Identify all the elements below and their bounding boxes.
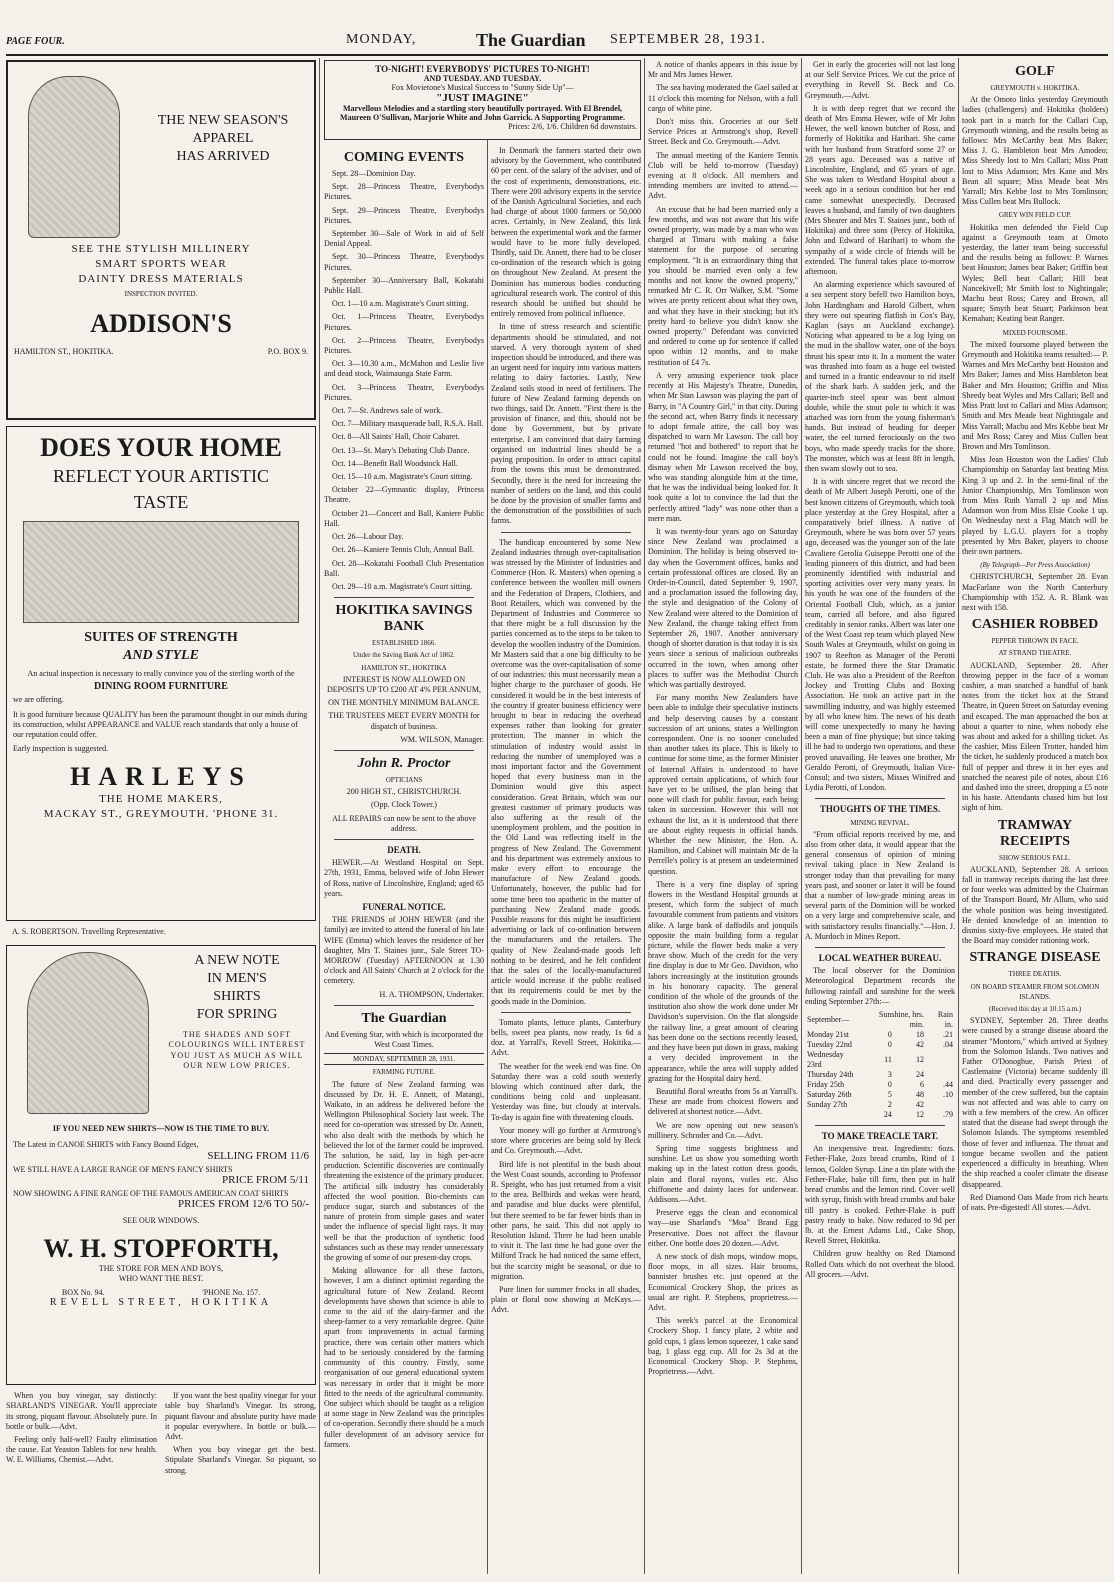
sea-serpent-article: An alarming experience which savoured of a sea serpent story befell two Hamilton boys, John Hardingham and Harold Gilbert, when they were out spearing flatfish in Cox's Bay, Kaglan (says an Auckland exchange). Noticing what appeared to be a log lying on the mud in the shallow water, one of the boys thrust his spear into it. In a moment the water was thrashed into foam as a huge eel twisted and turned in a frantic endeavour to rid itself of the shark barb. A sudden jerk, and the quarter-inch steel spear was bent almost double, while the stout pole to which it was attached was torn from the young fisherman's hands. But instead of heading for deeper water, the eel turned ferociously on the two boys, who made speedy tracks for the shore. The monster, which was at least 8ft in length, then swam slowly out to sea. (805, 280, 955, 473)
addisons-address: HAMILTON ST., HOKITIKA. (14, 347, 114, 357)
farming-p4: In time of stress research and scientific departments should be stimulated, and not starved. A very thorough system of shed inspection should be introduced, and there was an urgent need for inquiry into various matters relating to dairy factories. Lastly, New Zealand soils stood in need of fertilisers. The future of New Zealand farming depends on two things, said Dr. Annett. "First there is the provision of finance, and this, should not be done by Government, but by private enterprise. I am convinced that dairy farming organised on industrial lines should be a paying proposition. In order to attract capital from the towns this must be demonstrated. Secondly, there is the need for increasing the number of settlers on the land, and this could be done by the provision of smaller farms and the demonstration of the possibilities of such farms. (491, 322, 641, 526)
mops-ad: A new stock of dish mops, window mops, floor mops, in all sizes. Hair brooms, bannister brushes etc. just opened at the Economical Crockery Shop, the prices as usual are right. P. Stephens, proprietress.—Advt. (648, 1251, 798, 1312)
weather-cell: .04 (943, 1040, 953, 1050)
addisons-advertisement (6, 60, 316, 420)
weather-note: The weather for the week end was fine. On Saturday there was a cold south westerly blowing which continued after dark, the conditions being cold and unpleasant. Yesterday was fine, but cloudy at intervals. To-day is again fine with threatening clouds. (491, 1061, 641, 1122)
strand-heading: AT STRAND THEATRE. (998, 649, 1072, 658)
vinegar-ad-1: When you buy vinegar, say distinctly: SHARLAND'S VINEGAR. You'll appreciate its strong, piquant flavour. Absolutely pure. In bottle or bulk.—Advt. (6, 1391, 157, 1431)
guardian-date: MONDAY, SEPTEMBER 28, 1931. (324, 1053, 484, 1065)
funeral-undertaker: H. A. THOMPSON, Undertaker. (379, 989, 484, 999)
weather-cell: 11 (884, 1055, 892, 1065)
proctor-sub: OPTICIANS (385, 775, 423, 784)
inspection-line: INSPECTION INVITED. (124, 290, 198, 298)
weather-cell: .21 (943, 1030, 953, 1040)
pictures-title: "JUST IMAGINE" (436, 92, 529, 104)
weather-cell: .44 (943, 1080, 953, 1090)
pictures-sub: AND TUESDAY. AND TUESDAY. (423, 74, 542, 83)
weather-total-hours: 24 (883, 1110, 892, 1120)
event-item: Oct. 29—10 a.m. Magistrate's Court sitting. (332, 581, 473, 591)
excuse-article: An excuse that he had been married only a few months, and was not aware that his wife owned property, was made by a man who was charged at Timaru with making a false statement for the purpose of securing employment. "It is an extraordinary thing that you should be married even only a few months and not know the owned property," remarked Mr C. R. Orr Walker, S.M. "Some wives are pretty reticent about what they own, and what they have in their stocking; but it's pretty hard to believe you didn't know she owned property." Defendant was convicted and ordered to come up for sentence if called upon within 12 months, and to make restitution of £4 7s. (648, 204, 798, 367)
weather-bureau-text: The local observer for the Dominion Meteorological Department records the following rainfall and sunshine for the week ending September 27th:— (805, 966, 955, 1006)
shirts-need: IF YOU NEED NEW SHIRTS—NOW IS THE TIME TO BUY. (52, 1124, 270, 1134)
addisons-box: P.O. BOX 9. (267, 347, 308, 357)
event-item: Oct. 3—10.30 a.m., McMahon and Leslie live and dead stock, Waimaunga State Farm. (324, 359, 484, 379)
store-line2: WHO WANT THE BEST. (118, 1274, 204, 1284)
groceries-ad: Don't miss this. Groceries at our Self Service Prices at Armstrong's shop, Revell Street. Beck and Co. Greymouth.—Advt. (648, 117, 798, 147)
sports-line: SMART SPORTS WEAR (95, 258, 227, 270)
thoughts-title: THOUGHTS OF THE TIMES. (819, 804, 941, 815)
bank-manager: WM. WILSON, Manager. (400, 734, 484, 744)
weather-col-rain: Rain in. (937, 1010, 953, 1030)
woman-illustration (28, 76, 120, 238)
newspaper-title: The Guardian (476, 30, 586, 50)
harleys-advertisement (6, 426, 316, 921)
weather-table (805, 1010, 955, 1120)
column-rule (487, 140, 488, 1574)
cashier-text: AUCKLAND, September 28. After throwing pepper in the face of a woman cashier, a man snatched a handful of bank notes from the ticket box at the Strand Theatre, in Queen Street on Saturday evening and escaped. The man approached the box at about a quarter to nine, when nobody else was about and asked for a shilling ticket. As the cashier, Miss Eileen Trotter, handed him the ticket, he suddenly produced a match box full of pepper and threw it in her eyes and snatched the nearest pile of notes, about £16 and dashed into the street, dropping a £5 note in his haste. Attendants chased him but lost sight of him. (962, 660, 1108, 813)
millinery-ad: We are now opening out new season's millinery. Schroder and Co.—Advt. (648, 1120, 798, 1140)
farming-heading: FARMING FUTURE. (372, 1068, 436, 1077)
stopforth-advertisement (6, 945, 316, 1385)
coming-events-list (324, 169, 484, 592)
dress-line: DAINTY DRESS MATERIALS (78, 273, 244, 285)
canoe-line: The Latest in CANOE SHIRTS with Fancy Bound Edges, (13, 1140, 199, 1150)
amusing-article: A very amusing experience took place recently at His Majesty's Theatre, Dunedin, when Mr Stan Lawson was playing the part of Barry, in "A Country Girl," in that city. During the second act, when Barry finds it necessary to adopt female attire, the call boy was dispatched to warn Mr Lawson. The call boy returned "hot and bothered" to report that he could not be found. Imagine the call boy's dismay when Mr Lawson received the boy, who was standing alongside him at the time, that he was the individual being looked for. It took quite a lot to convince the lad that the perfectly attired "lady" was none other than a mere man. (648, 370, 798, 523)
weather-cell: Saturday 26th (807, 1090, 852, 1100)
weather-cell (926, 1100, 955, 1110)
dominion-article: It was twenty-four years ago on Saturday since New Zealand was proclaimed a Dominion. The holiday is being observed to-day when the Government offices, banks and certain professional offices are closed. By an Order-in-Council, dated September 9, 1907, and a proclamation issued the following day, the style and designation of the Colony of New Zealand were altered to the Dominion of New Zealand, the change taking effect from September 26, 1907. Another anniversary though of shorter duration is that today it is six years since a serious of malicious outbreaks occurred in the town, when among other places to suffer was the Methodist Church which was partially destroyed. (648, 526, 798, 689)
style-line: AND STYLE (123, 648, 199, 663)
harleys-headline1: DOES YOUR HOME (40, 433, 282, 462)
crockery-parcel-ad: This week's parcel at the Economical Crockery Shop. 1 fancy plate, 2 white and gold cups, 1 glass lemon squeezer, 1 cake sand bag, 1 glass egg cup. All for 2s 3d at the Economical Crockery Shop. P. Stephens, Proprietress.—Advt. (648, 1316, 798, 1377)
received-line: (Received this day at 10.15 a.m.) (988, 1005, 1082, 1014)
weather-cell: Monday 21st (807, 1030, 849, 1040)
thanks-notice: A notice of thanks appears in this issue by Mr and Mrs James Hewer. (648, 60, 798, 80)
masthead-day: MONDAY, (346, 32, 417, 47)
mining-heading: MINING REVIVAL. (850, 818, 910, 827)
weather-cell: 5 (887, 1090, 892, 1100)
vinegar-ad-3: When you buy vinegar get the best. Stipulate Sharland's Vinegar. So piquant, so strong. (165, 1445, 316, 1475)
golf-results: At the Omoto links yesterday Greymouth ladies (challengers) and Hokitika (holders) took part in a match for the Callari Cup, Greymouth winning, and the results being as follows: Mrs McCarthy beat Mrs Baker; Miss J. G. Hambleton beat Mrs Amodeo; Miss Sheedy lost to Mrs Callari; Miss Pratt lost to Miss Adamson; Mrs Kane and Mrs Bean all square; Miss Meade beat Mrs Yarrall; Mrs Kebbe lost to Mrs Tomlinson; Miss Cullen beat Mrs Bullock. (962, 95, 1108, 207)
bank-established: ESTABLISHED 1866. (372, 639, 436, 648)
tennis-notice: The annual meeting of the Kaniere Tennis Club will be held to-morrow (Tuesday) evening at 8 o'clock. All members and intending members are invited to attend.—Advt. (648, 150, 798, 201)
fancy-line: WE STILL HAVE A LARGE RANGE OF MEN'S FANCY SHIRTS (13, 1164, 233, 1174)
furniture-illustration (23, 521, 299, 623)
tomato-ad: Tomato plants, lettuce plants, Canterbury bells, sweet pea plants, now ready, 1s 6d a doz. at Yarrall's, Revell Street, Hokitika.—Advt. (491, 1017, 641, 1058)
shirts-line2: IN MEN'S (207, 971, 267, 987)
weather-cell: 3 (887, 1070, 892, 1080)
funeral-notice: THE FRIENDS of JOHN HEWER (and the family) are invited to attend the funeral of his late WIFE (Emma) which leaves the residence of her daughter, Mrs T. Staines junr., Sale Street TO-MORROW (Tuesday) AFTERNOON at 1.30 o'clock and All Saints' Church at 2 o'clock for the cemetery. (324, 915, 484, 986)
weather-cell: .10 (943, 1090, 953, 1100)
weather-total-minutes: 12 (916, 1110, 925, 1120)
handicap-article: The handicap encountered by some New Zealand industries through over-capitalisation was stressed by the Minister of Industries and Commerce (Hon. R. Masters) when opening a conference between the woollen mill owners and the Federation of Drapers, Clothiers, and Boot Retailers, which was convened by the Department of Industries and Commerce so that there might be a full discussion by the parties concerned as to the steps to be taken to develop the woollen industry of the Dominion. Mr Masters said that a one big difficulty to be overcome was the over-capitalisation of some of our industries: this must necessarily mean a higher charge to the purchaser of goods. He considered it would be in the best interests of the country if greater business efficiency were brought to bear in reducing the overhead expenses rather than looking for greater protection. The manner in which the stimulation of industry would assist in reducing the number of unemployed was a most important factor and the Government hoped that every business man in the Dominion would give this aspect consideration. Great Britain, which was our greatest customer of primary products was also suffering as the result of the unemployment problem, and the position in the Old Land was reflecting itself in the progress of New Zealand. The Government and his department was extremely anxious to make every effort to encourage the manufacture of New Zealand goods. Unfortunately, however, the public had for some time been too apathetic in the matter of purchasing New Zealand made goods. Possible reasons for this might be insufficient advertising or lack of co-ordination between the manufacturers and the retailers. The quality of New Zealand-made goods left nothing to be desired, and he felt confident that the sales of the locally-manufactured article would increase if the public realised that its requirements could be met by the goods made in the Dominion. (491, 537, 641, 1006)
shirts-line3: SHIRTS (213, 989, 261, 1005)
bank-interest: INTEREST IS NOW ALLOWED ON DEPOSITS UP TO £200 AT 4% PER ANNUM, (327, 674, 481, 694)
news-column-3 (491, 146, 641, 1574)
event-item: Sept. 29—Princess Theatre, Everybodys Pictures. (324, 205, 484, 225)
perotti-obituary: It is with sincere regret that we record the death of Mr Albert Joseph Perotti, one of the best known citizens of Greymouth, which took place yesterday at the Grey Hospital, after a comparatively brief illness. A native of Greymouth, where he was born over 57 years ago, deceased was the younger son of the late Cavaliere Gerolia Guiseppe Perotti one of the leading pioneers of this district, and had been prominently identified with industrial and sporting activities over very many years. In his youth he was one of the founders of the Oriental Football Club, which, as a junior team, carried all before, and also figured creditably in senior ranks. Albert was later one of the West Coast rep team which played New South Wales at Greymouth, whilst on going in 1907 to Reefton as Manager of the Perotti estate, he formed there the Star Dramatic Club. He was also a President of the Reefton Jockey and Trotting Clubs and Boxing Association. He took an active part in the sawmilling industry, and was highly esteemed by all who knew him. The news of his death will come unexpectedly to many he having been a man of fine physique; but since taking ill he had to undergo two operations, and these proved unavailing. He leaves one brother, Mr Geraldo Perotti, of Greymouth, Italian Vice-Consul; and two sisters, Misses Winifred and Lydia Perotti, of London. (805, 477, 955, 793)
fancy-price: PRICE FROM 5/11 (221, 1174, 309, 1187)
weather-bureau-title: LOCAL WEATHER BUREAU. (818, 953, 942, 964)
weather-row (805, 1050, 955, 1070)
weather-cell: 18 (916, 1030, 925, 1040)
field-cup-heading: GREY WIN FIELD CUP. (998, 211, 1072, 220)
weather-cell: Sunday 27th (807, 1100, 848, 1110)
stopforth-street: REVELL STREET, HOKITIKA (49, 1297, 273, 1309)
three-deaths-heading: THREE DEATHS. (1008, 970, 1062, 979)
weather-cell: 42 (916, 1100, 925, 1110)
weather-cell (926, 1050, 955, 1070)
proctor-logo: John R. Proctor (357, 755, 451, 771)
event-item: Sept. 28—Princess Theatre, Everybodys Pictures. (324, 182, 484, 202)
page-number: PAGE FOUR. (6, 36, 65, 47)
guardian-subtitle: And Evening Star, with which is incorporated the West Coast Times. (324, 1029, 484, 1049)
weather-cell: Tuesday 22nd (807, 1040, 852, 1050)
treacle-text: An inexpensive treat. Ingredients: 6ozs. Fether-Flake, 2ozs bread crumbs, Rind of 1 lemon, Golden Syrup. Line a tin plate with the Fether-Flake, bake till firm, then put in half bread crumbs and the lemon rind. Cover well with syrup, finish with bread crumbs and bake till pastry is cooked. Fether-Flake is puff pastry ready to bake. Now reduced to 9d per lb. at the Ernest Adams Ltd., Cake Shop, Revell Street, Hokitika. (805, 1144, 955, 1246)
early-groceries-ad: Get in early the groceries will not last long at our Self Service Prices. We cut the price of everything in Revell St. Beck and Co. Greymouth.—Advt. (805, 60, 955, 100)
art-unions-article: For many months New Zealanders have been able to indulge their speculative instincts and help deserving causes by a constant succession of art unions, states a Wellington correspondent. One is no sooner concluded than another takes its place. This is likely to continue for some time, as the former Minister of Internal Affairs is understood to have approved certain applications, of which four have yet to be utilised, the plan being that none will clash for public favour, each being taken in succession. However this will not exhaust the list, as it is understood that there are about eighty requests in official hands. Whether the new Minister, the Hon. A. Hamilton, and Cabinet will maintain Mr de la Perrelle's policy is at present an undetermined question. (648, 693, 798, 876)
dining-line: DINING ROOM FURNITURE (94, 681, 228, 693)
harleys-text3: we are offering. (13, 695, 64, 705)
tramway-heading: SHOW SERIOUS FALL. (999, 853, 1071, 862)
pictures-desc: Marvellous Melodies and a startling story beautifully portrayed. With El Brendel, Maureen O'Sullivan, Marjorie White and John Garrick. A Supporting Programme. (340, 104, 625, 122)
harleys-headline2: REFLECT YOUR ARTISTIC (53, 466, 269, 486)
shirt-illustration (27, 952, 149, 1114)
event-item: Oct. 14—Benefit Ball Woodstock Hall. (332, 458, 458, 468)
weather-row (805, 1090, 955, 1100)
egg-preservative-ad: Preserve eggs the clean and economical way—use Sharland's "Moa" Brand Egg Preservative. Does not affect the flavour either. One bottle does 20 dozen.—Advt. (648, 1208, 798, 1248)
event-item: Oct. 26—Labour Day. (332, 532, 404, 542)
weather-row (805, 1070, 955, 1080)
harleys-address: MACKAY ST., GREYMOUTH. 'PHONE 31. (43, 808, 279, 821)
pictures-fox: Fox Movietone's Musical Success to "Sunny Side Up"— (391, 83, 574, 92)
vinegar-ad-2: If you want the best quality vinegar for your table buy Sharland's Vinegar. Its strong, piquant flavour and absolute purity have made it popular everywhere. In bottle or bulk.—Advt. (165, 1391, 316, 1442)
savings-bank-title: HOKITIKA SAVINGS BANK (335, 603, 473, 635)
field-cup-results: Hokitika men defended the Field Cup against a Greymouth team at Omoto yesterday, the latter team being successful and the results being as follows: P. Warnes beat Houston; James beat Baker; Griffin beat Wyles; Bell beat Callari; Hill beat Nancekivell; Mr Smith lost to Nightingale; Machu beat Ross; Carey and Brown, all square; Smyth beat Stuart; Parkinson beat Kemahan; Keating beat Ranger. (962, 222, 1108, 324)
telegraph-credit: (By Telegraph—Per Press Association) (980, 561, 1090, 570)
weather-cell: 24 (916, 1070, 925, 1080)
christchurch-golf: CHRISTCHURCH, September 28. Evan MacFarlane won the North Canterbury Championship with 152. A. R. Blank was next with 158. (962, 572, 1108, 612)
event-item: Oct. 2—Princess Theatre, Everybodys Pictures. (324, 335, 484, 356)
weather-cell: 12 (916, 1055, 925, 1065)
yeaston-ad: Feeling only half-well? Faulty elimination the cause. Eat Yeaston Tablets for new health. W. E. Williams, Chemist.—Advt. (6, 1435, 157, 1465)
event-item: Oct. 28—Kokatahi Football Club Presentation Ball. (324, 558, 484, 578)
pepper-heading: PEPPER THROWN IN FACE. (991, 637, 1079, 646)
strange-disease-title: STRANGE DISEASE (969, 950, 1101, 966)
weather-cell: 0 (887, 1080, 892, 1090)
pictures-advertisement (324, 60, 641, 140)
stopforth-phone: 'PHONE No. 157. (202, 1288, 261, 1298)
weather-cell: 0 (887, 1030, 892, 1040)
farming-p3: In Denmark the farmers started their own advisory by the Government, who contributed 60 per cent. of the salary of the adviser, and of the cost of experiments, demonstrations, etc. There were 200 advisory experts in the service of the Danish Agricultural Societies, and each had charge of about 1000 farmers or 50,000 acres. Certainly, in New Zealand, this link between the experimental work and the farmer would have to be more fully developed. Thirdly, said Dr. Annett, there had to be closer co-ordination of the research which is going on throughout New Zealand. At present the Dominion has numerous bodies conducting agricultural research work. The control of this research should be unified but should be entirely removed from political influence. (491, 146, 641, 319)
weather-row (805, 1080, 955, 1090)
proctor-opp: (Opp. Clock Tower.) (371, 800, 437, 810)
weather-cell: 6 (920, 1080, 925, 1090)
spring-ad: Spring time suggests brightness and sunshine. Let us show you something worth making up in the latest cotton dress goods, plain and floral rayons, voiles etc. Also chiffonette and dainty laces for underwear. Addisons.—Advt. (648, 1143, 798, 1204)
harleys-text1: An actual inspection is necessary to really convince you of the sterling worth of the (27, 669, 295, 678)
event-item: Oct. 7—St. Andrews sale of work. (332, 406, 443, 416)
weather-cell: 2 (887, 1100, 892, 1110)
event-item: Sept. 30—Princess Theatre, Everybodys Pictures. (324, 252, 484, 272)
sports-column (962, 60, 1108, 1574)
news-column-4 (648, 60, 798, 1574)
golf-title: GOLF (1015, 64, 1055, 79)
event-item: September 30—Anniversary Ball, Kokatahi Public Hall. (324, 275, 484, 296)
red-diamond-ad: Children grow healthy on Red Diamond Rolled Oats which do not overheat the blood. All grocers.—Advt. (805, 1249, 955, 1279)
events-column (324, 146, 484, 1574)
weather-col-sunshine: Sunshine, hrs. min. (878, 1010, 925, 1030)
event-item: Oct. 1—10 a.m. Magistrate's Court sitting. (332, 299, 469, 309)
weather-row (805, 1040, 955, 1050)
canoe-price: SELLING FROM 11/6 (207, 1149, 309, 1162)
harleys-text5: Early inspection is suggested. (13, 744, 109, 754)
stopforth-box: BOX No. 94. (61, 1288, 105, 1298)
weather-cell: Thursday 24th (807, 1070, 854, 1080)
weather-total-rain: .79 (943, 1110, 953, 1120)
money-ad: Your money will go further at Armstrong's store where groceries are being sold by Beck and Co. Greymouth.—Advt. (491, 1125, 641, 1156)
funeral-title: FUNERAL NOTICE. (362, 901, 446, 912)
event-item: Oct. 15—10 a.m. Magistrate's Court sitting. (332, 472, 473, 482)
event-item: Oct. 7—Military masquerade ball, R.S.A. Hall. (332, 419, 484, 429)
wreaths-ad: Beautiful floral wreaths from 5s at Yarrall's. These are made from choicest flowers and delivered at shortest notice.—Advt. (648, 1086, 798, 1117)
sea-notice: The sea having moderated the Gael sailed at 11 o'clock this morning for Nelson, with a full cargo of white pine. (648, 83, 798, 113)
advertisement-column (6, 60, 316, 1574)
event-item: Oct. 13—St. Mary's Debating Club Dance. (332, 445, 470, 455)
column-rule (644, 58, 645, 1574)
weather-col-month: September— (807, 1015, 850, 1025)
coming-events-title: COMING EVENTS (343, 150, 465, 165)
death-title: DEATH. (387, 844, 421, 855)
proctor-address: 200 HIGH ST., CHRISTCHURCH. (346, 787, 462, 797)
weather-cell: Wednesday 23rd (807, 1050, 844, 1070)
death-notice: HEWER.—At Westland Hospital on Sept. 27th, 1931, Emma, beloved wife of John Hewer of Ross, native of Lincolnshire, England; aged 65 years. (324, 858, 484, 898)
windows-line: SEE OUR WINDOWS. (122, 1215, 200, 1225)
column-rule (958, 58, 959, 1574)
apparel-line2: APPAREL (192, 131, 254, 146)
shirts-line1: A NEW NOTE (194, 953, 280, 969)
weather-cell: 0 (887, 1040, 892, 1050)
shirts-line5: THE SHADES AND SOFT COLOURINGS WILL INTEREST YOU JUST AS MUCH AS WILL OUR NEW LOW PRICES. (168, 1030, 306, 1070)
strange-disease-text: SYDNEY, September 28. Three deaths were caused by a strange disease aboard the steamer "Montoro," which arrived at Sydney from the Solomon Islands. Two natives and Father O'Donoghue, Parish Priest of Castlemaine (Victoria) became suddenly ill and died. Practically every passenger and member of the crew suffered, but the captain was not affected and was able to carry on with a few members of the crew. An officer stated that the disease had swept through the Solomon Islands. The symptoms resembled those of fever and influenza. The throat and tongue became swollen and the patient experienced a difficulty in breathing. When the ship reached a cooler climate the disease disappeared. (962, 1016, 1108, 1189)
bank-act: Under the Saving Bank Act of 1862. (352, 651, 456, 660)
weather-cell: 48 (916, 1090, 925, 1100)
bank-address: HAMILTON ST., HOKITIKA (361, 663, 447, 672)
mining-text: "From official reports received by me, and also from other data, it would appear that the general consensus of opinion of mining revival taking place in New Zealand is stronger today than that prevailing for many years past, and sooner or later it will be found that a number of low-grade mining areas in several parts of the Dominion will be worked on a very large and comprehensive scale, and with satisfactory results financially."—Hon. J. A. Murdoch in Mines Report. (805, 829, 955, 941)
mixed-heading: MIXED FOURSOME. (1002, 328, 1068, 337)
event-item: Oct. 8—All Saints' Hall, Choir Cabaret. (332, 432, 460, 442)
golf-heading: GREYMOUTH v. HOKITIKA. (990, 84, 1080, 92)
event-item: October 21—Concert and Ball, Kaniere Public Hall. (324, 508, 484, 528)
weather-row (805, 1100, 955, 1110)
harleys-representative: A. S. ROBERTSON. Travelling Representative. (12, 927, 166, 936)
steamer-heading: ON BOARD STEAMER FROM SOLOMON ISLANDS. (970, 982, 1100, 1001)
store-line1: THE STORE FOR MEN AND BOYS, (98, 1263, 224, 1273)
pictures-headline: TO-NIGHT! EVERYBODYS' PICTURES TO-NIGHT! (375, 64, 590, 74)
suites-line: SUITES OF STRENGTH (84, 630, 238, 645)
tramway-text: AUCKLAND, September 28. A serious fall in tramway receipts during the last three or four weeks was admitted by the Chairman of the Transport Board, Mr Allum, who said the whole position was being investigated. He denied knowledge of an intention to dismiss sixty-five employees. He stated that the Board may consider rationing work. (962, 864, 1108, 946)
event-item: Oct. 3—Princess Theatre, Everybodys Pictures. (324, 382, 484, 402)
bank-monthly: ON THE MONTHLY MINIMUM BALANCE. (328, 698, 480, 708)
addisons-name: ADDISON'S (90, 309, 232, 339)
event-item: October 22—Gymnastic display, Princess Theatre. (324, 485, 484, 505)
event-item: Oct. 1—Princess Theatre, Everybodys Pictures. (324, 312, 484, 332)
news-column-5 (805, 60, 955, 1574)
farming-p1: The future of New Zealand farming was discussed by Dr. H. E. Annett, of Matangi, Waikato, in an address he delivered before the Wellington Philosophical Society last week. The need for co-operation was stressed by Dr. Annett, who also dealt with the methods by which he believed the lot of the farmer could be improved. The solution, he said, lay in high per-acre production. Scientific discoveries are continually threatening the existence of the primary producer. The artificial silk industry has considerably affected the wool position. Bio-chemists can produce sugar, starch and substances of the nature of protein from simple gases and water under the influence of special light rays. It may well be that the production of synthetic food substances such as these may render unnecessary the growing of some of our present-day crops. (324, 1079, 484, 1263)
farming-p2: Making allowance for all these factors, however, I am a distinct optimist regarding the agricultural future of New Zealand. Recent developments have shown that science is able to come to the aid of the dairy-farmer and the sheep-farmer to a very remarkable degree. Quite apart from improvements in actual farming practice, there was certain other matters which had to be seriously considered by the farming community of this country. Firstly, some reorganisation of our general educational system was necessary in order that it might be more fitted to the needs of the agricultural community. One subject which should be taught as a religion at some stage in New Zealand was the principles of co-operation. Secondly there should be a much fuller development of an advisory service for farmers. (324, 1266, 484, 1449)
bank-trustees: THE TRUSTEES MEET EVERY MONTH for dispatch of business. (328, 711, 480, 731)
tramway-title: TRAMWAY RECEIPTS (997, 817, 1073, 849)
column-rule (319, 58, 320, 1574)
proctor-repairs: ALL REPAIRS can now be sent to the above address. (332, 813, 476, 833)
red-diamond-oats-ad: Red Diamond Oats Made from rich hearts of oats. Pre-digested! All stores.—Advt. (962, 1192, 1108, 1212)
apparel-line1: THE NEW SEASON'S (157, 113, 289, 128)
masthead-date: SEPTEMBER 28, 1931. (610, 32, 766, 47)
bird-life-article: Bird life is not plentiful in the bush about the West Coast sounds, according to Professor R. Speight, who has just returned from a visit to the area. Bellbirds and wekas were heard, and paradise and blue ducks were plentiful, but there seemed to be far fewer birds than in other parts, he said. This did not apply to Resolution Island. There he had been unable to visit it. The last time he had gone over the Milford Track he had noticed the same effect, but the scarcity might be seasonal, or due to migration. (491, 1159, 641, 1281)
pictures-prices: Prices: 2/6, 1/6. Children 6d downstairs. (508, 122, 637, 131)
american-price: PRICES FROM 12/6 TO 50/- (177, 1198, 309, 1211)
event-item: September 30—Sale of Work in aid of Self Denial Appeal. (324, 229, 484, 249)
cashier-title: CASHIER ROBBED (971, 617, 1099, 633)
harleys-name: HARLEYS (70, 762, 252, 792)
linen-ad: Pure linen for summer frocks in all shades, plain or floral now showing at McKays.—Advt. (491, 1284, 641, 1315)
apparel-line3: HAS ARRIVED (176, 149, 270, 164)
harleys-headline3: TASTE (133, 492, 189, 512)
event-item: Oct. 26—Kaniere Tennis Club, Annual Ball. (332, 545, 474, 555)
weather-row (805, 1030, 955, 1040)
mixed-results: The mixed foursome played between the Greymouth and Hokitika teams resulted:— P. Warnes and Mrs McCarthy beat Houston and Mrs Baker; James and Miss Hambleton beat Baker and Mrs Houston; Griffin and Miss Sheedy beat Wyles and Mrs Callari; Bell and Miss Pratt lost to Callari and Miss Adamson; Smith and Mrs Meade beat Nightingale and Miss Yarrall; Machu and Mrs Kebbe beat Mr and Mrs Ross; Carey and Miss Cullen beat Brown and Mrs Tomlinson. (962, 339, 1108, 451)
guardian-title: The Guardian (361, 1010, 447, 1026)
treacle-title: TO MAKE TREACLE TART. (821, 1131, 939, 1142)
american-line: NOW SHOWING A FINE RANGE OF THE FAMOUS AMERICAN COAT SHIRTS (13, 1189, 289, 1199)
harleys-tagline: THE HOME MAKERS, (99, 793, 223, 806)
houston-article: Miss Jean Houston won the Ladies' Club Championship on Saturday last beating Miss King 3 up and 2. In the semi-final of the Junior Championship, Mrs Tomlinson won from Miss Ruth Yarrall 2 up and Miss Adamson won from Miss Elsie Cooke 1 up. On Wednesday next a Flag Match will be played by L.G.U. players for a trophy presented by Mrs Baker, players to choose their own partners. (962, 455, 1108, 556)
masthead (6, 30, 1108, 56)
weather-cell: Friday 25th (807, 1080, 845, 1090)
hospital-flowers-article: There is a very fine display of spring flowers in the Westland Hospital grounds at present, which form the subject of much favourable comment from patients and visitors alike. A large bank of daffodils and jonquils opposite the main building form a regular picture, while the flower beds make a very brave show. Much of the credit for the very fine display is due to Mr Geo. Davidson, who labors increasingly at the institution grounds in his honorary capacity. The general condition of the whole of the grounds of the institution also show the work done under Mr Davidson's supervision. On the flat alongside the railway line, a great amount of clearing has been done on the sections recently leased, and they have been put down in grass, making a very decided improvement in the appearance, while the area will supply added grazing for the Hospital dairy herd. (648, 879, 798, 1083)
column-rule (801, 58, 802, 1574)
stopforth-name: W. H. STOPFORTH, (43, 1233, 279, 1263)
hewer-obituary: It is with deep regret that we record the death of Mrs Emma Hewer, wife of Mr John Hewer, the well known butcher of Ross, and formerly of Hokitika and Harihari. She came with her husband from Stratford some 27 or 28 years ago. Deceased was a native of Lincolnshire, England, and 65 years of age. She was taken to Westland Hospital about a week ago in a serious condition but her end came somewhat unexpectedly. Deceased leaves a husband, and family of two daughters (Mrs Shearer and Mrs T. Staines junr., both of Hokitika) and three sons (Percy of Hokitika, John and Edward of Harihari) to whom the sympathy of a wide circle of friends will be extended. The funeral takes place to-morrow afternoon. (805, 103, 955, 277)
weather-cell (926, 1070, 955, 1080)
millinery-line: SEE THE STYLISH MILLINERY (71, 243, 251, 255)
harleys-text4: It is good furniture because QUALITY has been the paramount thought in our minds during its construction, whilst APPEARANCE and VALUE reach standards that only a house of our reputation could offer. (13, 709, 308, 740)
weather-cell: 42 (916, 1040, 925, 1050)
shirts-line4: FOR SPRING (196, 1007, 278, 1023)
event-item: Sept. 28—Dominion Day. (332, 169, 416, 178)
